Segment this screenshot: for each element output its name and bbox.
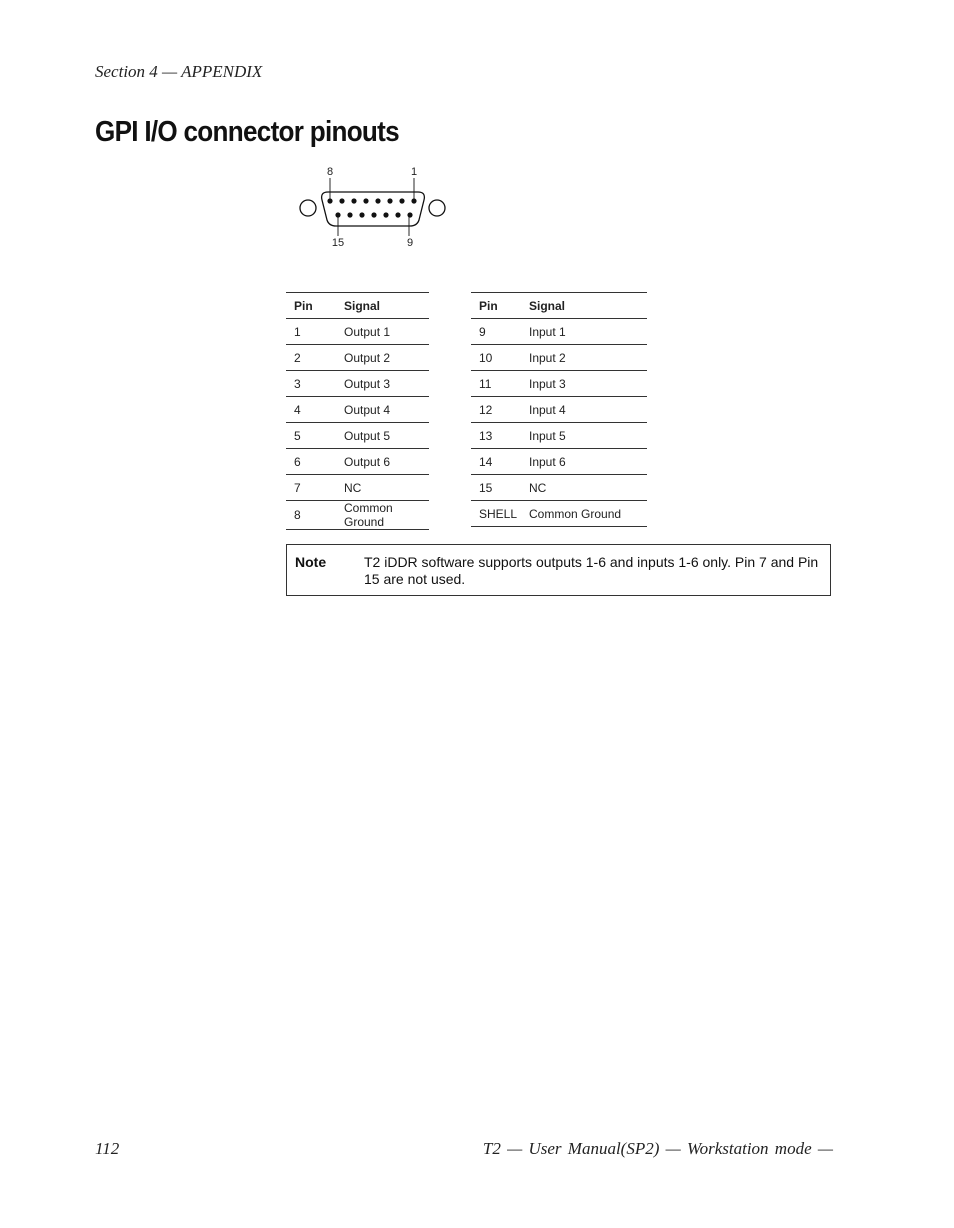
pin-cell: 12 <box>471 397 521 423</box>
signal-cell: Common Ground <box>521 501 647 527</box>
signal-cell: Input 5 <box>521 423 647 449</box>
column-header-signal: Signal <box>521 293 647 319</box>
signal-cell: Common Ground <box>336 501 429 530</box>
pin-row-bottom <box>335 212 412 217</box>
table-row <box>471 345 647 371</box>
note-text: T2 iDDR software supports outputs 1-6 and inputs 1-6 only. Pin 7 and Pin 15 are not used. <box>364 554 819 587</box>
pin-cell: 9 <box>471 319 521 345</box>
table-row <box>286 345 429 371</box>
table-row <box>286 397 429 423</box>
table-row <box>471 371 647 397</box>
pin-cell: 8 <box>286 501 336 530</box>
note-label: Note <box>295 554 327 570</box>
signal-cell: Output 4 <box>336 397 429 423</box>
table-row <box>286 423 429 449</box>
signal-cell: Input 4 <box>521 397 647 423</box>
table-row <box>471 475 647 501</box>
pin-label-9: 9 <box>406 237 414 249</box>
pin-cell: 6 <box>286 449 336 475</box>
table-row <box>471 319 647 345</box>
pinout-table-inputs <box>471 292 647 527</box>
pin-cell: 4 <box>286 397 336 423</box>
mounting-hole-left <box>300 200 316 216</box>
pin-label-8: 8 <box>326 166 334 178</box>
page-number: 112 <box>95 1139 120 1158</box>
signal-cell: Output 6 <box>336 449 429 475</box>
pin-label-1: 1 <box>410 166 418 178</box>
signal-cell: Output 3 <box>336 371 429 397</box>
table-row <box>286 449 429 475</box>
column-header-pin: Pin <box>286 293 336 319</box>
signal-cell: Input 6 <box>521 449 647 475</box>
pin-cell: 13 <box>471 423 521 449</box>
pin-cell: 14 <box>471 449 521 475</box>
pin-cell: 1 <box>286 319 336 345</box>
note-box <box>286 544 831 596</box>
pin-row-top <box>327 198 416 203</box>
table-row <box>471 423 647 449</box>
pin-cell: SHELL <box>471 501 521 527</box>
pin-cell: 10 <box>471 345 521 371</box>
signal-cell: Output 1 <box>336 319 429 345</box>
db15-connector-diagram <box>296 162 450 254</box>
table-row <box>471 501 647 527</box>
pin-cell: 2 <box>286 345 336 371</box>
running-head: Section 4 — APPENDIX <box>95 62 263 81</box>
table-row <box>286 501 429 530</box>
table-row <box>471 397 647 423</box>
pin-label-15: 15 <box>331 237 345 249</box>
table-row <box>471 449 647 475</box>
mounting-hole-right <box>429 200 445 216</box>
pinout-table-outputs <box>286 292 429 530</box>
pin-cell: 5 <box>286 423 336 449</box>
pin-cell: 11 <box>471 371 521 397</box>
table-row <box>286 371 429 397</box>
page-title: GPI I/O connector pinouts <box>95 116 399 148</box>
pin-cell: 15 <box>471 475 521 501</box>
pin-cell: 3 <box>286 371 336 397</box>
signal-cell: Input 3 <box>521 371 647 397</box>
footer-doc-title: T2 — User Manual(SP2) — Workstation mode — <box>482 1139 833 1158</box>
signal-cell: Output 5 <box>336 423 429 449</box>
signal-cell: NC <box>336 475 429 501</box>
signal-cell: NC <box>521 475 647 501</box>
signal-cell: Input 1 <box>521 319 647 345</box>
column-header-pin: Pin <box>471 293 521 319</box>
signal-cell: Output 2 <box>336 345 429 371</box>
signal-cell: Input 2 <box>521 345 647 371</box>
table-row <box>286 475 429 501</box>
column-header-signal: Signal <box>336 293 429 319</box>
table-row <box>286 319 429 345</box>
pin-cell: 7 <box>286 475 336 501</box>
